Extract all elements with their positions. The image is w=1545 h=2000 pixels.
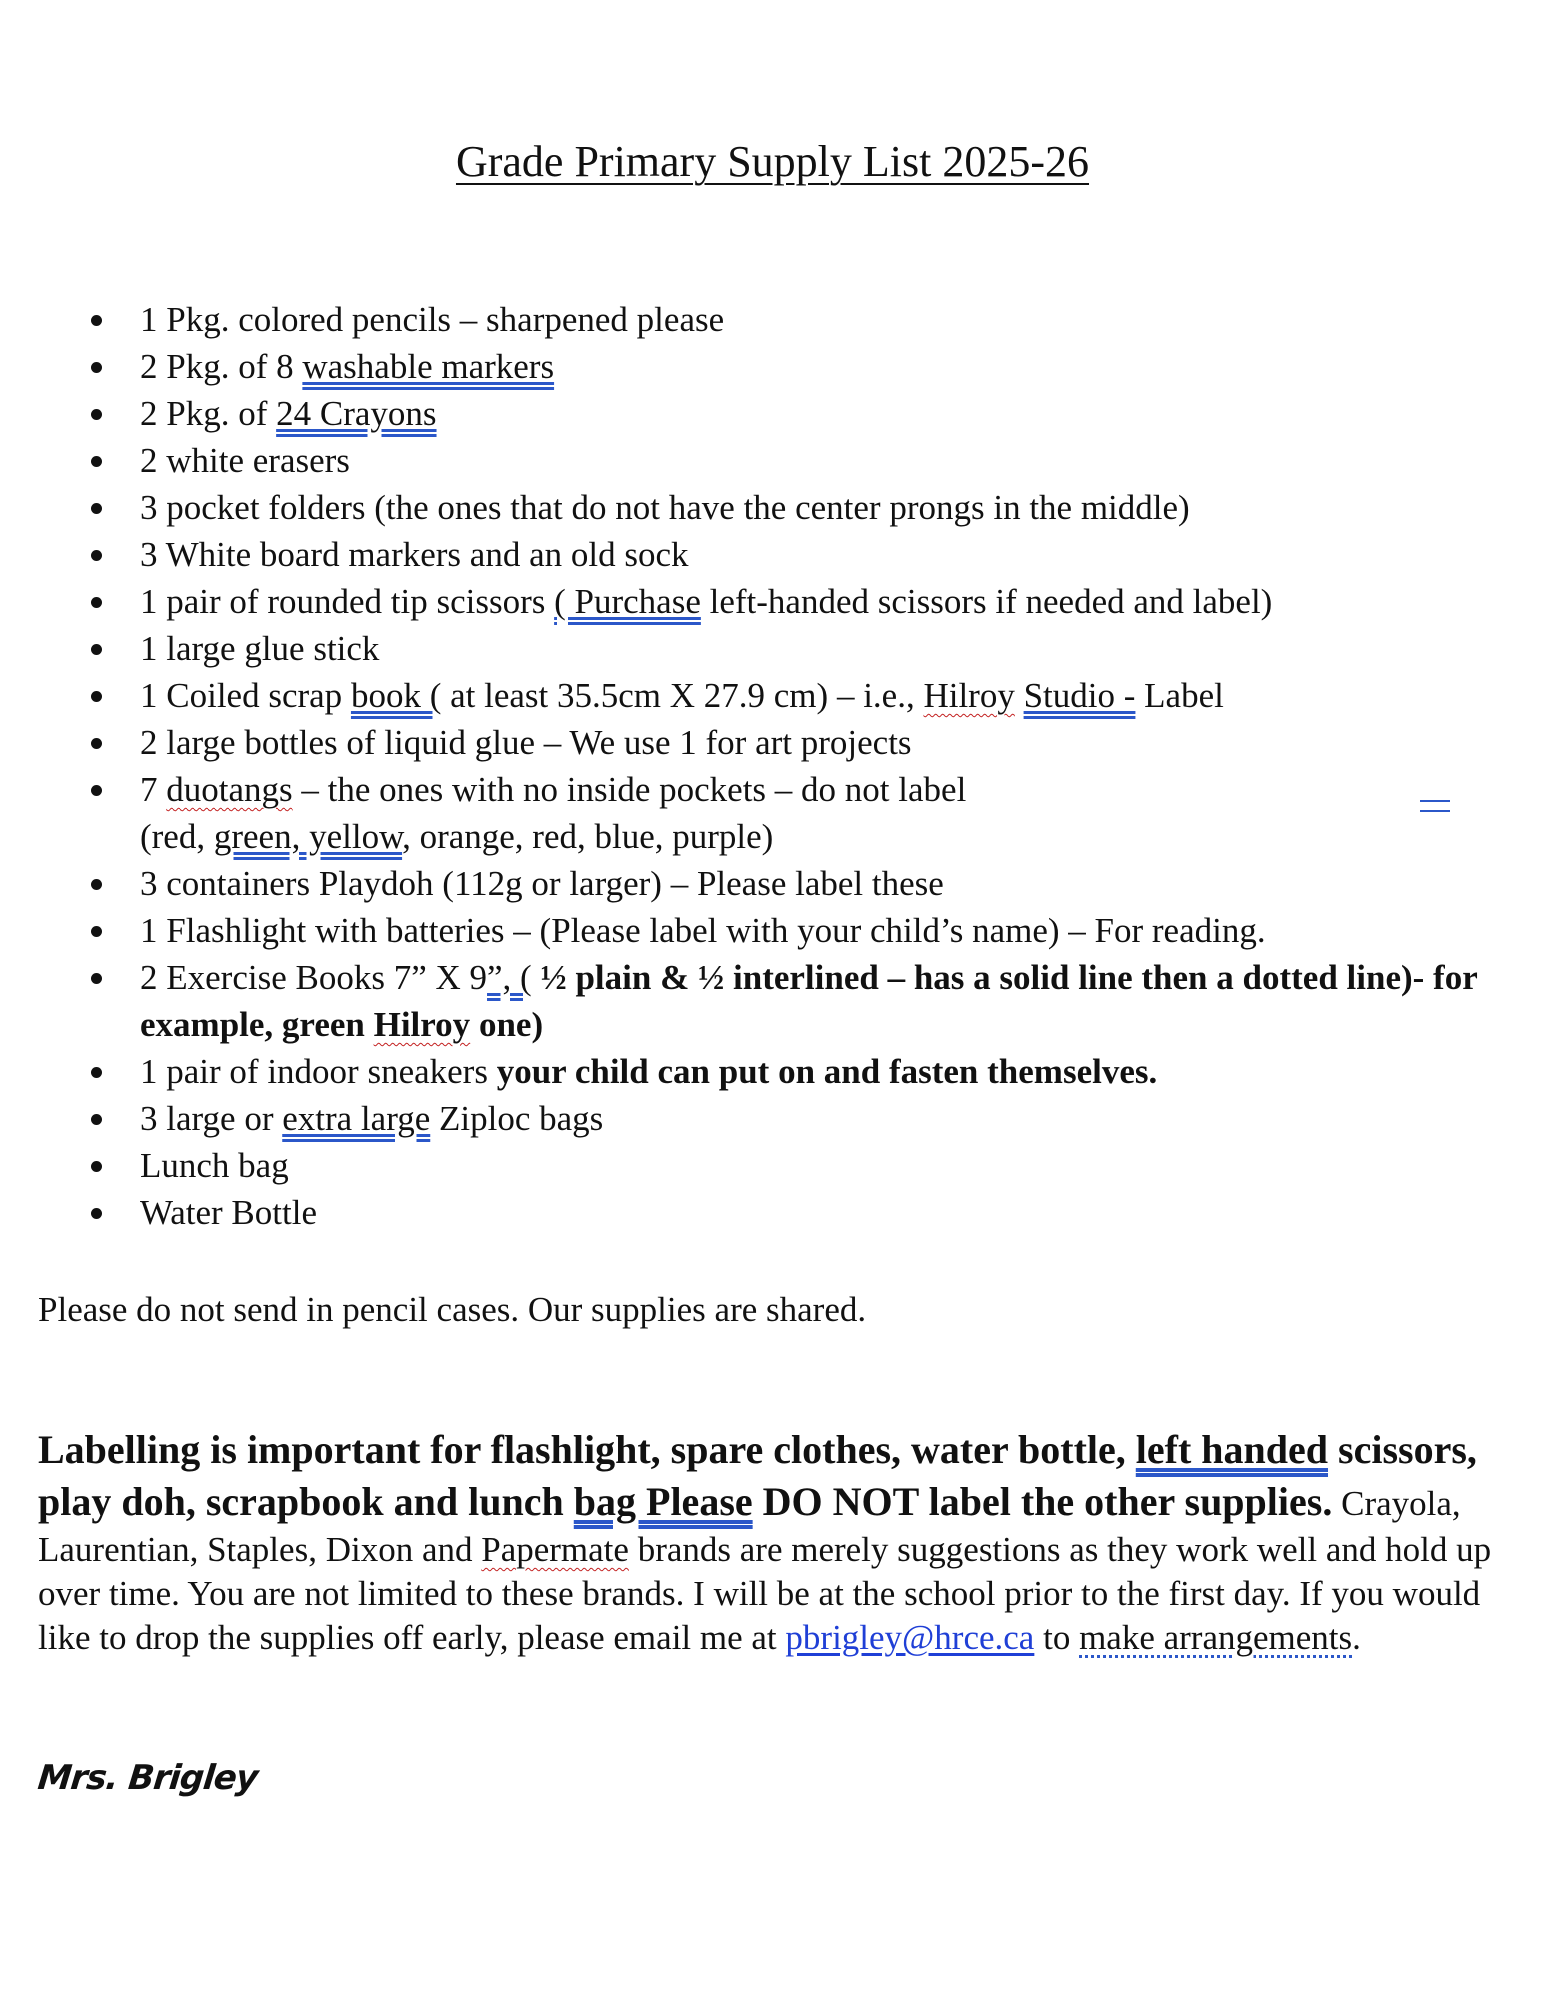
signature: Mrs. Brigley (35, 1758, 260, 1798)
list-item: 1 Flashlight with batteries – (Please label with your child’s name) – For reading. (86, 907, 1506, 954)
list-item: 1 Coiled scrap book ( at least 35.5cm X 27.9 cm) – i.e., Hilroy Studio - Label (86, 672, 1506, 719)
list-item: 2 Pkg. of 8 washable markers (86, 343, 1506, 390)
labelling-paragraph: Labelling is important for flashlight, spare clothes, water bottle, left handed scissors, play doh, scrapbook and lunch bag Please DO NOT label the other supplies. Crayola, Laurentian, Staples, Dixon and Papermate brands are merely suggestions as they work well and hold up over time. You are not limited to these brands. I will be at the school prior to the first day. If you would like to drop the supplies off early, please email me at pbrigley@hrce.ca to make arrangements. (38, 1427, 1492, 1657)
list-item: 1 Pkg. colored pencils – sharpened please (86, 296, 1506, 343)
list-item: 3 White board markers and an old sock (86, 531, 1506, 578)
page-title: Grade Primary Supply List 2025-26 (455, 137, 1090, 186)
supply-list (86, 296, 1506, 1236)
list-item: 2 white erasers (86, 437, 1506, 484)
list-item: 1 pair of indoor sneakers your child can put on and fasten themselves. (86, 1048, 1506, 1095)
list-item: 3 pocket folders (the ones that do not have the center prongs in the middle) (86, 484, 1506, 531)
pencil-case-note: Please do not send in pencil cases. Our supplies are shared. (38, 1290, 867, 1329)
editor-mark-icon (1420, 800, 1450, 812)
list-item: 2 large bottles of liquid glue – We use 1 for art projects (86, 719, 1506, 766)
list-item: 3 large or extra large Ziploc bags (86, 1095, 1506, 1142)
list-item: 1 large glue stick (86, 625, 1506, 672)
list-item: 2 Pkg. of 24 Crayons (86, 390, 1506, 437)
list-item: 7 duotangs – the ones with no inside pockets – do not label (red, green, yellow, orange, red, blue, purple) (86, 766, 1506, 860)
list-item: 3 containers Playdoh (112g or larger) – Please label these (86, 860, 1506, 907)
list-item: Water Bottle (86, 1189, 1506, 1236)
email-link[interactable]: pbrigley@hrce.ca (785, 1618, 1035, 1657)
list-item: 2 Exercise Books 7” X 9”, ( ½ plain & ½ interlined – has a solid line then a dotted line)- for example, green Hilroy one) (86, 954, 1506, 1048)
list-item: Lunch bag (86, 1142, 1506, 1189)
list-item: 1 pair of rounded tip scissors ( Purchase left-handed scissors if needed and label) (86, 578, 1506, 625)
